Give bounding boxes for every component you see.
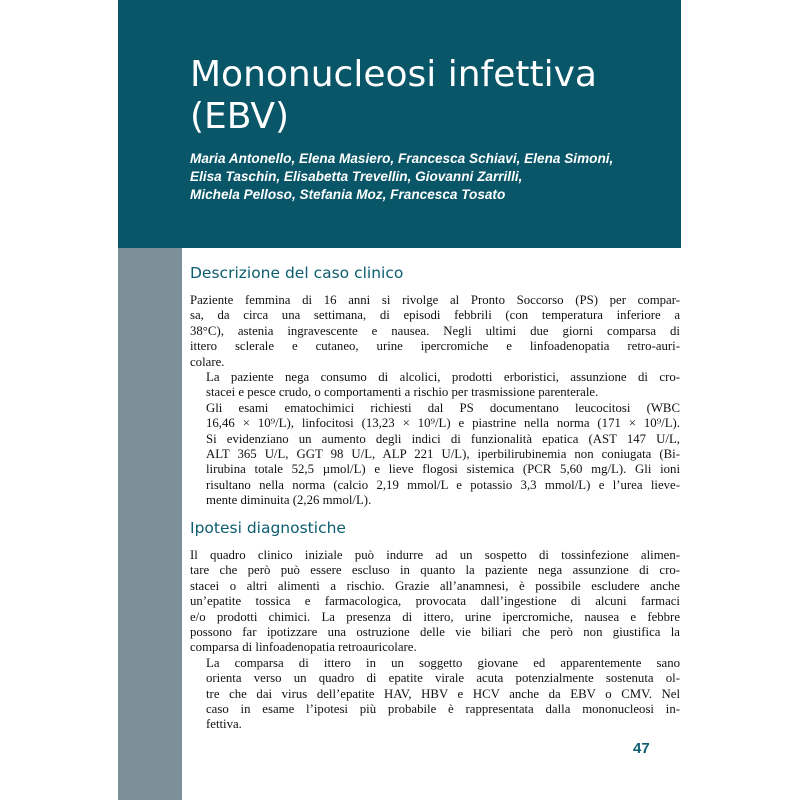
paragraph xyxy=(190,370,680,401)
paragraph xyxy=(190,401,680,509)
text-line: e/o prodotti chimici. La presenza di ittero, urine ipercromiche, nausea e febbre xyxy=(190,609,680,624)
text-line: ittero sclerale e cutaneo, urine ipercromiche e linfoadenopatia retro-auri- xyxy=(190,339,680,354)
text-line: un’epatite tossica e farmacologica, provocata dall’ingestione di alcuni farmaci xyxy=(190,594,680,609)
paragraph xyxy=(190,548,680,656)
text-line: risultano nella norma (calcio 2,19 mmol/L e potassio 3,3 mmol/L) e l’urea lieve- xyxy=(206,477,680,492)
text-line: lirubina totale 52,5 µmol/L) e lieve flogosi sistemica (PCR 5,60 mg/L). Gli ioni xyxy=(206,462,680,477)
side-band xyxy=(118,248,182,800)
text-line: Gli esami ematochimici richiesti dal PS documentano leucocitosi (WBC xyxy=(206,400,680,415)
text-line: Il quadro clinico iniziale può indurre ad un sospetto di tossinfezione alimen- xyxy=(190,548,680,562)
title-line: (EBV) xyxy=(190,96,290,137)
author-list xyxy=(190,150,613,204)
text-line: stacei o altri alimenti a rischio. Grazie all’anamnesi, è possibile escludere anche xyxy=(190,578,680,593)
text-line: stacei e pesce crudo, o comportamenti a rischio per trasmissione parenterale. xyxy=(206,385,599,400)
text-line: fettiva. xyxy=(206,717,242,732)
section-heading-case-description: Descrizione del caso clinico xyxy=(190,264,404,282)
text-line: tare che però può essere escluso in quanto la paziente nega assunzione di cro- xyxy=(190,563,680,578)
text-line: caso in esame l’ipotesi più probabile è rappresentata dalla mononucleosi in- xyxy=(206,702,680,717)
page-number: 47 xyxy=(633,740,650,757)
text-line: mente diminuita (2,26 mmol/L). xyxy=(206,493,372,508)
text-line: 38°C), astenia ingravescente e nausea. Negli ultimi due giorni comparsa di xyxy=(190,323,680,338)
text-line: tre che dai virus dell’epatite HAV, HBV e HCV anche da EBV o CMV. Nel xyxy=(206,686,680,701)
author-line: Elisa Taschin, Elisabetta Trevellin, Giovanni Zarrilli, xyxy=(190,169,523,184)
text-line: La paziente nega consumo di alcolici, prodotti erboristici, assunzione di cro- xyxy=(206,370,680,385)
text-line: colare. xyxy=(190,354,225,369)
text-line: ALT 365 U/L, GGT 98 U/L, ALP 221 U/L), iperbilirubinemia non coniugata (Bi- xyxy=(206,447,680,462)
text-line: 16,46 × 10⁹/L), linfocitosi (13,23 × 10⁹/L) e piastrine nella norma (171 × 10⁹/L). xyxy=(206,416,680,431)
text-line: Paziente femmina di 16 anni si rivolge al Pronto Soccorso (PS) per compar- xyxy=(190,293,680,307)
author-line: Michela Pelloso, Stefania Moz, Francesca Tosato xyxy=(190,187,506,202)
text-line: orienta verso un quadro di epatite virale acuta potenzialmente sostenuta ol- xyxy=(206,671,680,686)
text-line: comparsa di linfoadenopatia retroauricolare. xyxy=(190,640,417,655)
diagnostic-hypotheses-text xyxy=(190,548,680,733)
paragraph xyxy=(190,656,680,733)
section-heading-diagnostic-hypotheses: Ipotesi diagnostiche xyxy=(190,519,346,537)
paragraph xyxy=(190,293,680,370)
author-line: Maria Antonello, Elena Masiero, Francesca Schiavi, Elena Simoni, xyxy=(190,151,614,166)
text-line: La comparsa di ittero in un soggetto giovane ed apparentemente sano xyxy=(206,655,680,670)
text-line: sa, da circa una settimana, di episodi febbrili (con temperatura inferiore a xyxy=(190,308,680,323)
text-line: possono far ipotizzare una ostruzione delle vie biliari che però non giustifica la xyxy=(190,625,680,640)
case-description-text xyxy=(190,293,680,509)
chapter-title xyxy=(190,54,597,138)
text-line: Si evidenziano un aumento degli indici di funzionalità epatica (AST 147 U/L, xyxy=(206,431,680,446)
title-line: Mononucleosi infettiva xyxy=(190,54,597,95)
